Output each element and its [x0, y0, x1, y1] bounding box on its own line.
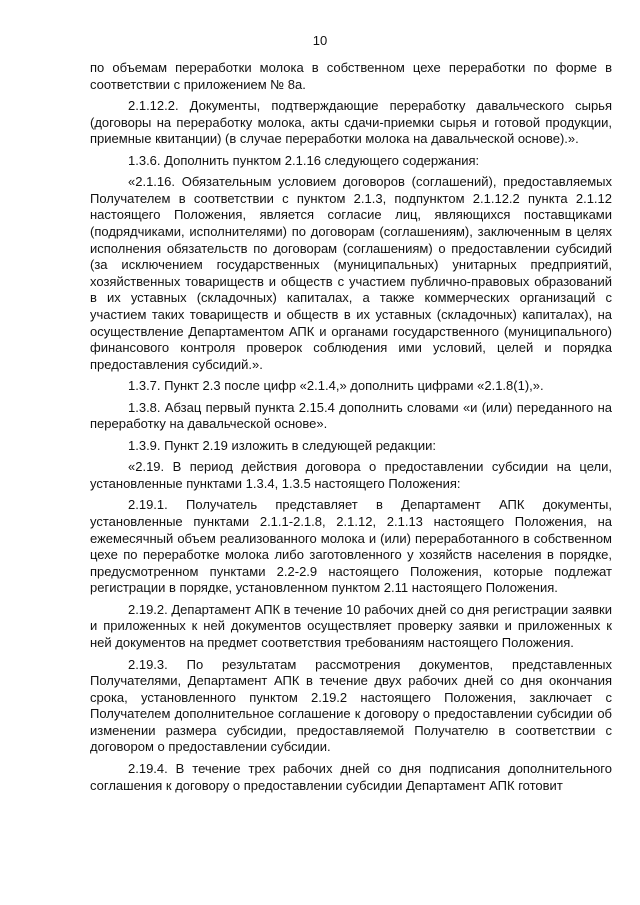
paragraph-2-19-4: 2.19.4. В течение трех рабочих дней со дня подписания дополнительного соглашения к договору о предоставлении субсидии Департамент АПК готовит: [90, 760, 612, 793]
paragraph-continuation: по объемам переработки молока в собственном цехе переработки по форме в соответствии с приложением № 8а.: [90, 60, 612, 92]
paragraph-1-3-6: 1.3.6. Дополнить пунктом 2.1.16 следующего содержания:: [128, 152, 480, 168]
paragraph-2-19-3: 2.19.3. По результатам рассмотрения документов, представленных Получателями, Департамент АПК в течение двух рабочих дней со дня окончания срока, установленного пунктом 2.19.2 настоящего Положения, заключает с Получателем дополнительное соглашение к договору о предоставлении субсидии об изменении размера субсидии, предоставляемой Получателю в соответствии с договором о предоставлении субсидии.: [90, 656, 612, 755]
paragraph-1-3-9: 1.3.9. Пункт 2.19 изложить в следующей редакции:: [128, 437, 436, 453]
paragraph-1-3-8: 1.3.8. Абзац первый пункта 2.15.4 дополнить словами «и (или) переданного на переработку на давальческой основе».: [90, 399, 612, 432]
paragraph-1-3-7: 1.3.7. Пункт 2.3 после цифр «2.1.4,» дополнить цифрами «2.1.8(1),».: [128, 378, 544, 394]
document-body: [90, 60, 612, 799]
paragraph-2-19-2: 2.19.2. Департамент АПК в течение 10 рабочих дней со дня регистрации заявки и приложенных к ней документов осуществляет проверку заявки и приложенных к ней документов на предмет соответствия требованиям настоящего Положения.: [90, 601, 612, 651]
paragraph-2-19-1: 2.19.1. Получатель представляет в Департамент АПК документы, установленные пунктами 2.1.1-2.1.8, 2.1.12, 2.1.13 настоящего Положения, на ежемесячный объем реализованного молока и (или) переработанного в собственном цехе по переработке молока либо заготовленного у хозяйств населения в порядке, предусмотренном пунктами 2.2-2.9 настоящего Положения, которые подлежат регистрации в порядке, установленном пунктом 2.11 настоящего Положения.: [90, 497, 612, 596]
paragraph-2-1-12-2: 2.1.12.2. Документы, подтверждающие переработку давальческого сырья (договоры на переработку молока, акты сдачи-приемки сырья и готовой продукции, приемные квитанции) (в случае переработки молока на давальческой основе).».: [90, 98, 612, 147]
paragraph-2-1-16: «2.1.16. Обязательным условием договоров (соглашений), предоставляемых Получателем в соответствии с пунктом 2.1.3, подпунктом 2.1.12.2 пункта 2.1.12 настоящего Положения, является согласие лиц, являющихся поставщиками (подрядчиками, исполнителями) по договорам (соглашениям), заключенным в целях исполнения обязательств по договорам (соглашениям) о предоставлении субсидий (за исключением государственных (муниципальных) унитарных предприятий, хозяйственных товариществ и обществ с участием публично-правовых образований в их уставных (складочных) капиталах, а также коммерческих организаций с участием таких товариществ и обществ в их уставных (складочных) капиталах), на осуществление Департаментом АПК и органами государственного (муниципального) финансового контроля проверок соблюдения ими условий, целей и порядка предоставления субсидий.».: [90, 174, 612, 372]
page-number: 10: [312, 33, 328, 48]
paragraph-2-19: «2.19. В период действия договора о предоставлении субсидии на цели, установленные пунктами 1.3.4, 1.3.5 настоящего Положения:: [90, 459, 612, 491]
